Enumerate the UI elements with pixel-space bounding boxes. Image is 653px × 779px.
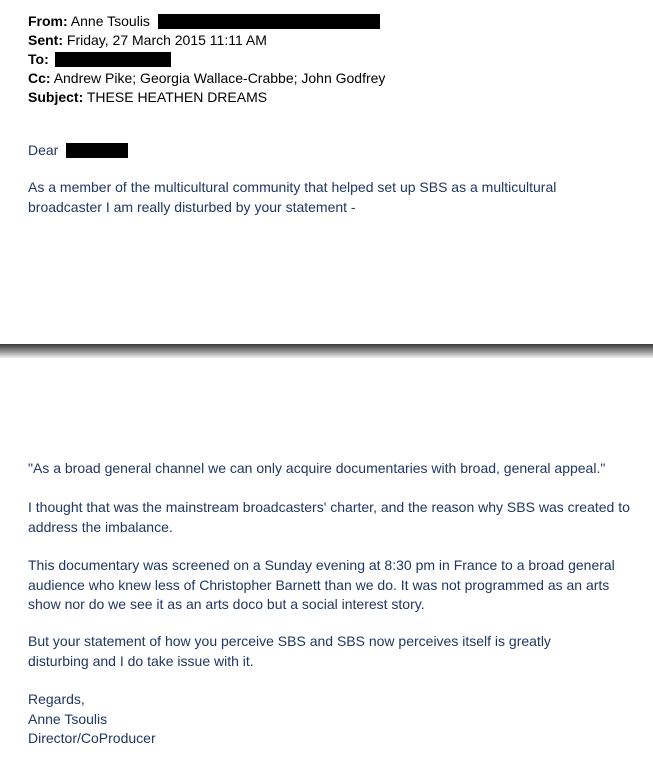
page-break-divider	[0, 344, 653, 358]
signoff: Regards,	[28, 691, 85, 707]
greeting-line	[28, 141, 128, 161]
sent-label: Sent:	[28, 32, 63, 48]
signature-name: Anne Tsoulis	[28, 710, 108, 727]
paragraph-1: As a member of the multicultural community that helped set up SBS as a multicultural broadcaster I am really disturbed by your statement -	[28, 179, 557, 215]
redaction-box	[66, 143, 128, 158]
email-header	[28, 12, 385, 107]
subject-value: THESE HEATHEN DREAMS	[86, 89, 268, 105]
redaction-box	[158, 14, 380, 29]
from-label: From:	[28, 13, 68, 29]
subject-row	[28, 88, 385, 107]
quoted-statement: "As a broad general channel we can only acquire documentaries with broad, general appeal."	[28, 460, 606, 476]
redaction-box	[55, 52, 171, 67]
paragraph-2: I thought that was the mainstream broadcasters' charter, and the reason why SBS was created to address the imbalance.	[28, 499, 630, 535]
cc-row	[28, 69, 385, 88]
paragraph-4: But your statement of how you perceive SBS and SBS now perceives itself is greatly disturbing and I do take issue with it.	[28, 633, 551, 669]
to-label: To:	[28, 51, 49, 67]
cc-value: Andrew Pike; Georgia Wallace-Crabbe; John Godfrey	[53, 70, 386, 86]
from-value: Anne Tsoulis	[70, 13, 150, 29]
to-row	[28, 50, 385, 69]
paragraph-3: This documentary was screened on a Sunday evening at 8:30 pm in France to a broad general audience who knew less of Christopher Barnett than we do. It was not programmed as an arts show nor do we see it as an arts doco but a social interest story.	[28, 557, 615, 612]
subject-label: Subject:	[28, 89, 84, 105]
from-row	[28, 12, 385, 31]
signature-block	[28, 690, 156, 749]
cc-label: Cc:	[28, 70, 51, 86]
sent-row	[28, 31, 385, 50]
signature-title: Director/CoProducer	[28, 730, 156, 746]
sent-value: Friday, 27 March 2015 11:11 AM	[66, 32, 267, 48]
greeting: Dear	[28, 142, 59, 158]
